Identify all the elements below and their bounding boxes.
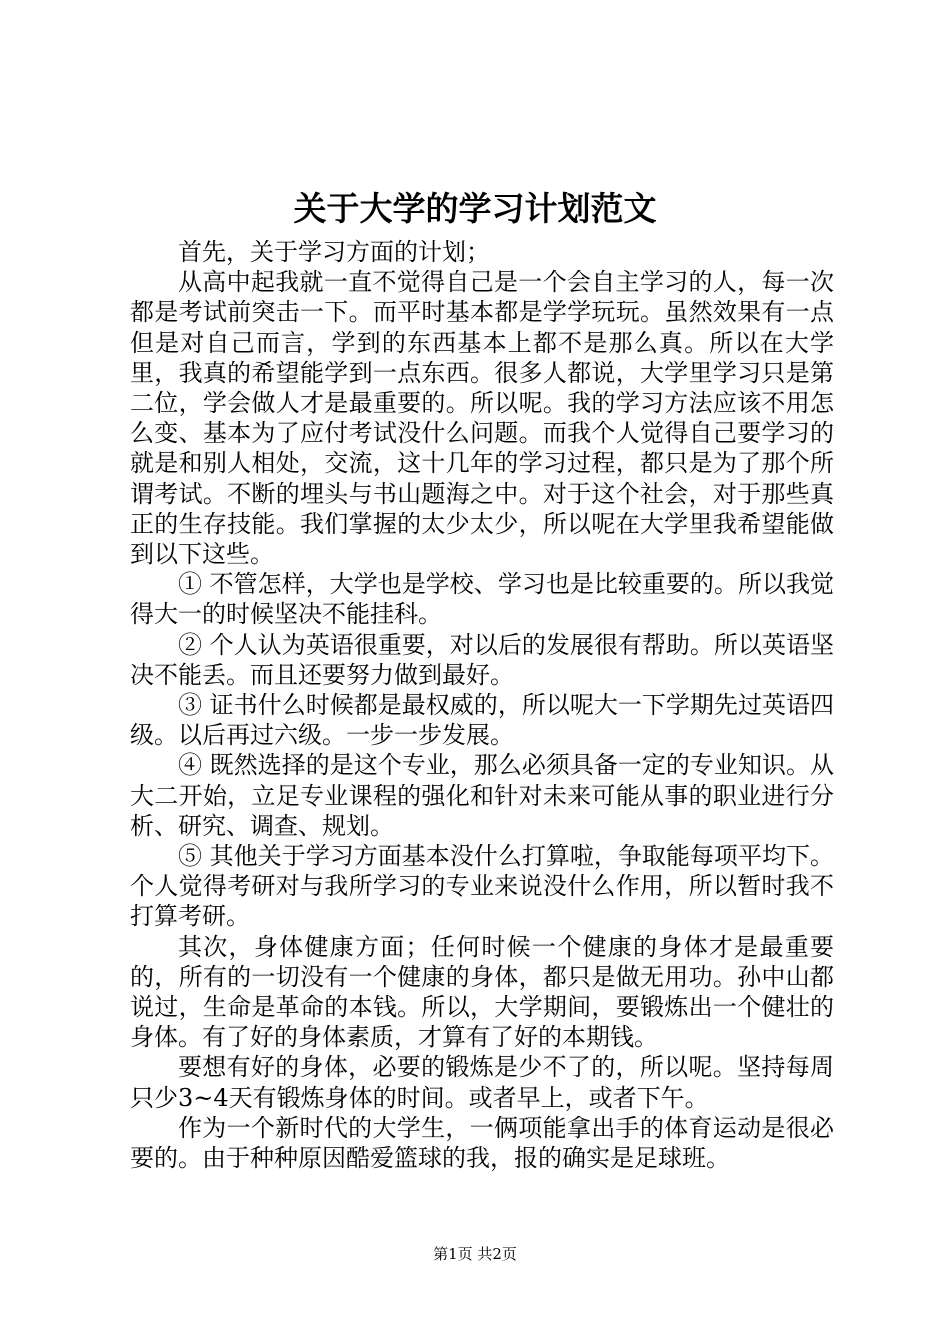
paragraph: 其次，身体健康方面；任何时候一个健康的身体才是最重要的，所有的一切没有一个健康的身体，都只是做无用功。孙中山都说过，生命是革命的本钱。所以，大学期间，要锻炼出一个健壮的身体。有了好的身体素质，才算有了好的本期钱。 (130, 932, 834, 1052)
paragraph: ⑤ 其他关于学习方面基本没什么打算啦，争取能每项平均下。个人觉得考研对与我所学习的专业来说没什么作用，所以暂时我不打算考研。 (130, 842, 834, 931)
paragraph: ① 不管怎样，大学也是学校、学习也是比较重要的。所以我觉得大一的时候坚决不能挂科。 (130, 570, 834, 629)
paragraph: 作为一个新时代的大学生，一俩项能拿出手的体育运动是很必要的。由于种种原因酷爱篮球的我，报的确实是足球班。 (130, 1113, 834, 1173)
paragraph: 要想有好的身体，必要的锻炼是少不了的，所以呢。坚持每周只少3~4天有锻炼身体的时间。或者早上，或者下午。 (130, 1053, 834, 1112)
paragraph: ② 个人认为英语很重要，对以后的发展很有帮助。所以英语坚决不能丢。而且还要努力做到最好。 (130, 630, 834, 689)
paragraph: 从高中起我就一直不觉得自己是一个会自主学习的人，每一次都是考试前突击一下。而平时基本都是学学玩玩。虽然效果有一点但是对自己而言，学到的东西基本上都不是那么真。所以在大学里，我真的希望能学到一点东西。很多人都说，大学里学习只是第二位，学会做人才是最重要的。所以呢。我的学习方法应该不用怎么变、基本为了应付考试没什么问题。而我个人觉得自己要学习的就是和别人相处，交流，这十几年的学习过程，都只是为了那个所谓考试。不断的埋头与书山题海之中。对于这个社会，对于那些真正的生存技能。我们掌握的太少太少，所以呢在大学里我希望能做到以下这些。 (130, 268, 834, 569)
document-title: 关于大学的学习计划范文 (293, 189, 657, 228)
paragraph: ④ 既然选择的是这个专业，那么必须具备一定的专业知识。从大二开始，立足专业课程的强化和针对未来可能从事的职业进行分析、研究、调查、规划。 (130, 751, 834, 840)
paragraph: 首先，关于学习方面的计划； (178, 238, 490, 266)
document-body (130, 237, 834, 1173)
paragraph: ③ 证书什么时候都是最权威的，所以呢大一下学期先过英语四级。以后再过六级。一步一步发展。 (130, 691, 834, 750)
page-footer: 第1页 共2页 (433, 1245, 517, 1263)
